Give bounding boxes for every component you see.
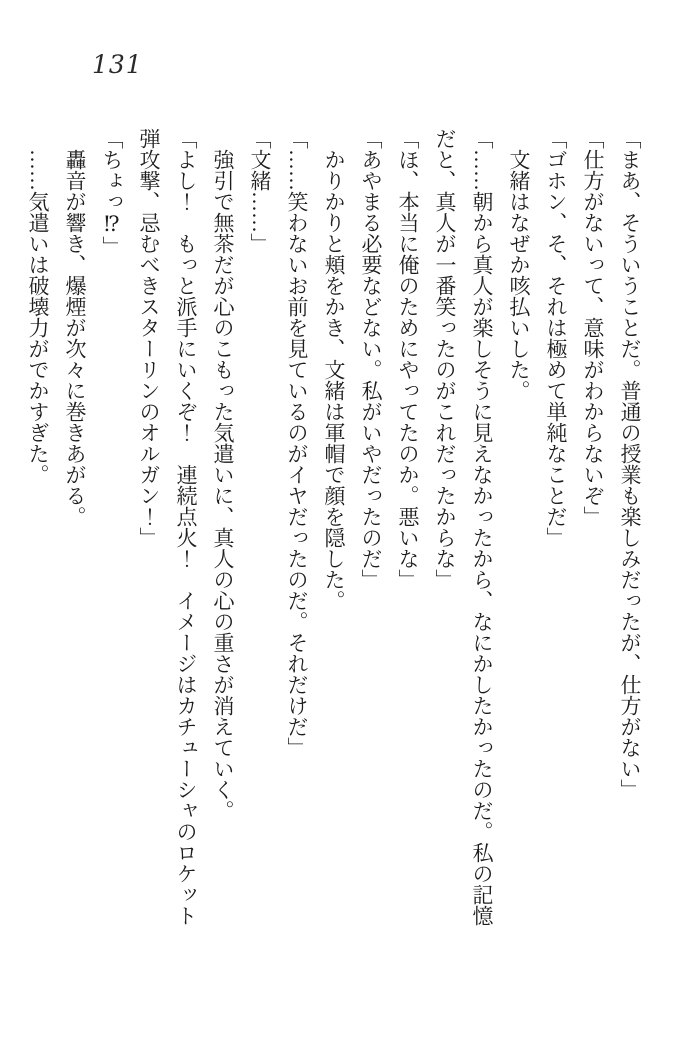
text-line: 「仕方がないって、意味がわからないぞ」 <box>581 128 605 527</box>
text-line: 「よし！ もっと派手にいくぞ！ 連続点火！ イメージはカチューシャのロケット <box>174 128 198 926</box>
text-line: 「文緒……」 <box>248 128 272 254</box>
text-line: 文緒はなぜか咳払いした。 <box>507 149 531 401</box>
text-line: 「ほ、本当に俺のためにやってたのか。悪いな」 <box>396 128 420 590</box>
text-line: だと、真人が一番笑ったのがこれだったからな」 <box>433 128 457 590</box>
text-line: 弾攻撃、忌むべきスターリンのオルガン！」 <box>137 128 161 548</box>
text-line: 「ゴホン、そ、それは極めて単純なことだ」 <box>544 128 568 548</box>
text-line: 強引で無茶だが心のこもった気遣いに、真人の心の重さが消えていく。 <box>211 149 235 821</box>
text-line: ……気遣いは破壊力がでかすぎた。 <box>26 149 50 485</box>
text-line: 「あやまる必要などない。私がいやだったのだ」 <box>359 128 383 590</box>
text-line: 「……笑わないお前を見ているのがイヤだったのだ。それだけだ」 <box>285 128 309 758</box>
text-line: 「ちょっ⁉」 <box>100 128 124 257</box>
text-line: 轟音が響き、爆煙が次々に巻きあがる。 <box>63 149 87 527</box>
text-line: 「まあ、そういうことだ。普通の授業も楽しみだったが、仕方がない」 <box>618 128 642 800</box>
text-columns <box>19 128 648 954</box>
text-line: 「……朝から真人が楽しそうに見えなかったから、なにかしたかったのだ。私の記憶 <box>470 128 494 926</box>
page-number: 131 <box>92 50 143 79</box>
text-line: かりかりと頬をかき、文緒は軍帽で顔を隠した。 <box>322 149 346 611</box>
